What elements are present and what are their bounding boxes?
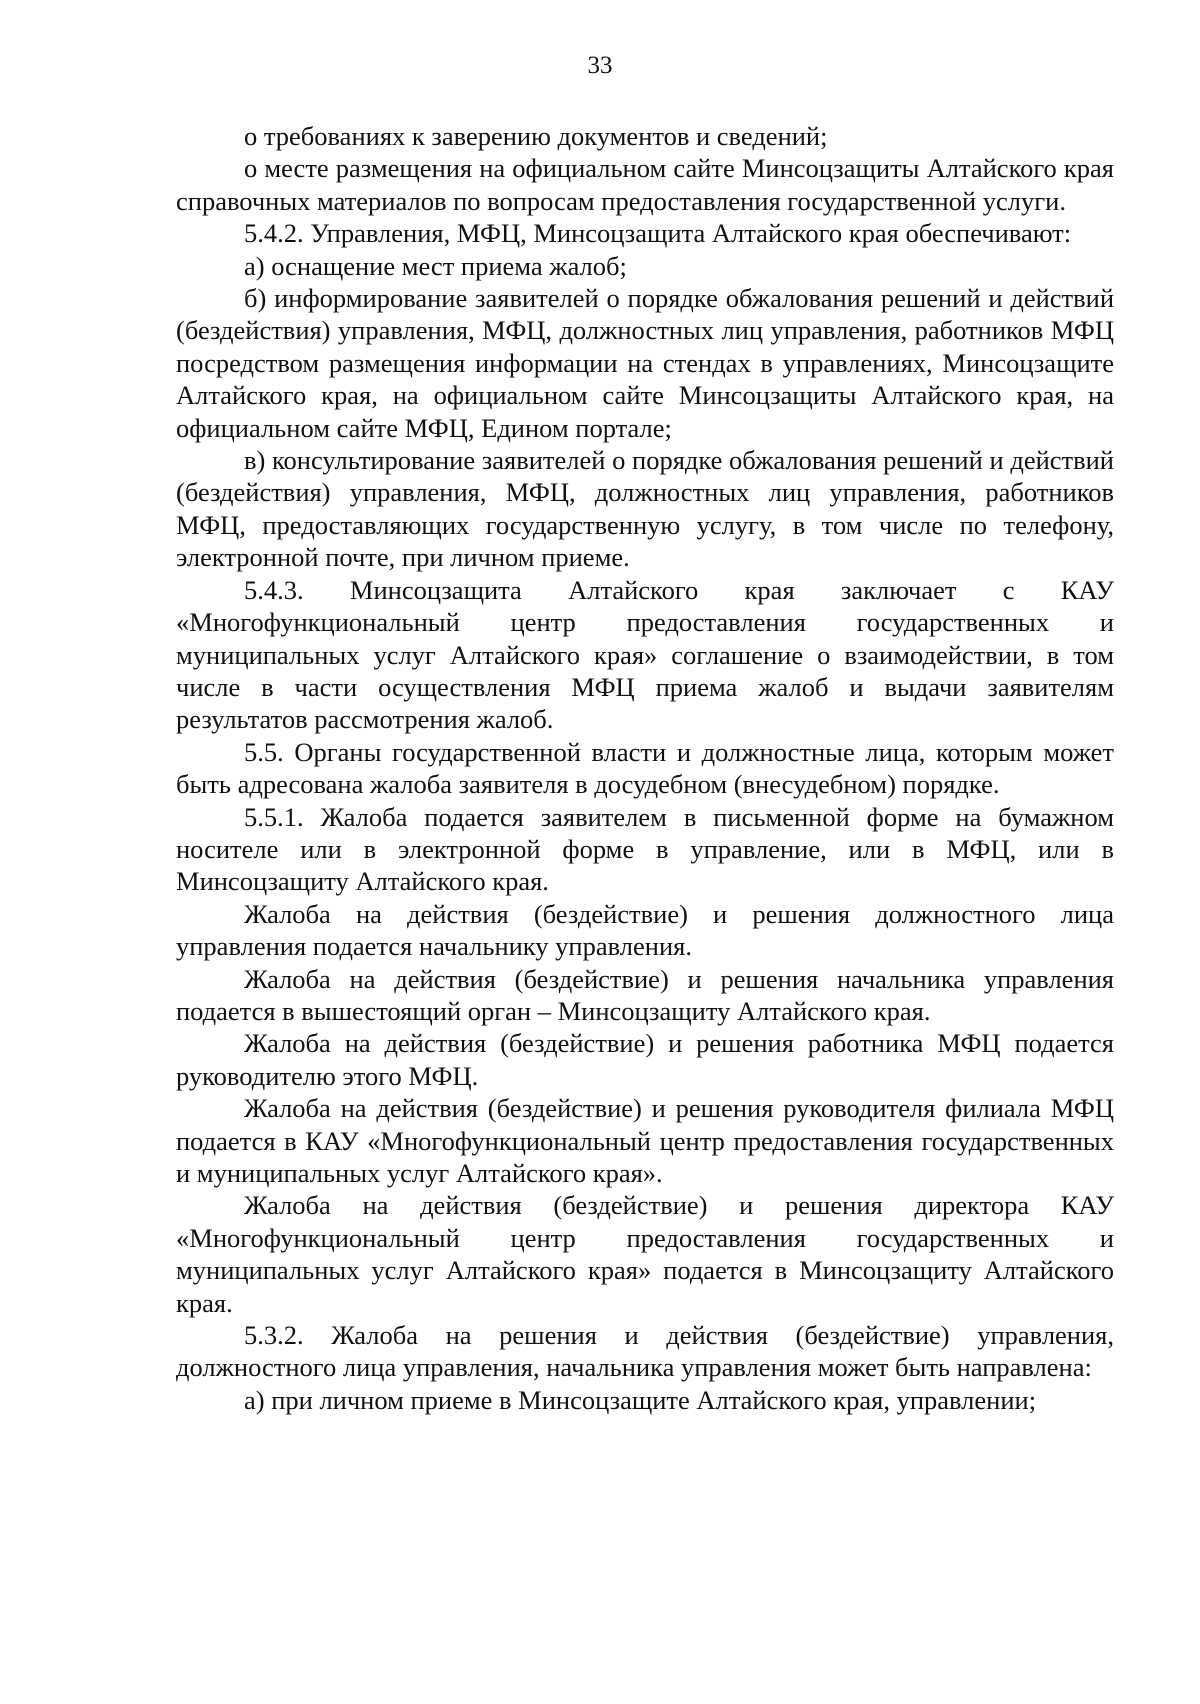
paragraph: о требованиях к заверению документов и сведений; [244, 121, 828, 151]
paragraph: о месте размещения на официальном сайте Минсоцзащиты Алтайского края справочных материалов по вопросам предоставления государственной услуги. [176, 153, 1114, 216]
paragraph: в) консультирование заявителей о порядке обжалования решений и действий (бездействия) управления, МФЦ, должностных лиц управления, работников МФЦ, предоставляющих государственную услугу, в том числе по телефону, электронной почте, при личном приеме. [176, 445, 1114, 573]
paragraph: Жалоба на действия (бездействие) и решения директора КАУ «Многофункциональный центр предоставления государственных и муниципальных услуг Алтайского края» подается в Минсоцзащиту Алтайского края. [176, 1190, 1114, 1318]
paragraph: 5.4.3. Минсоцзащита Алтайского края заключает с КАУ «Многофункциональный центр предоставления государственных и муниципальных услуг Алтайского края» соглашение о взаимодействии, в том числе в части осуществления МФЦ приема жалоб и выдачи заявителям результатов рассмотрения жалоб. [176, 574, 1114, 735]
document-body [176, 120, 1114, 1416]
paragraph: 5.4.2. Управления, МФЦ, Минсоцзащита Алтайского края обеспечивают: [244, 218, 1072, 249]
paragraph: 5.5.1. Жалоба подается заявителем в письменной форме на бумажном носителе или в электронной форме в управление, или в МФЦ, или в Минсоцзащиту Алтайского края. [176, 801, 1114, 897]
paragraph: а) при личном приеме в Минсоцзащите Алтайского края, управлении; [244, 1384, 1037, 1415]
paragraph: б) информирование заявителей о порядке обжалования решений и действий (бездействия) управления, МФЦ, должностных лиц управления, работников МФЦ посредством размещения информации на стендах в управлениях, Минсоцзащите Алтайского края, на официальном сайте Минсоцзащиты Алтайского края, на официальном сайте МФЦ, Едином портале; [176, 283, 1114, 443]
paragraph: Жалоба на действия (бездействие) и решения руководителя филиала МФЦ подается в КАУ «Многофункциональный центр предоставления государственных и муниципальных услуг Алтайского края». [176, 1093, 1114, 1188]
page-number: 33 [587, 52, 613, 79]
paragraph: Жалоба на действия (бездействие) и решения должностного лица управления подается начальнику управления. [176, 898, 1114, 962]
paragraph: 5.3.2. Жалоба на решения и действия (бездействие) управления, должностного лица управления, начальника управления может быть направлена: [176, 1320, 1114, 1383]
paragraph: а) оснащение мест приема жалоб; [244, 250, 627, 281]
paragraph: Жалоба на действия (бездействие) и решения начальника управления подается в вышестоящий орган – Минсоцзащиту Алтайского края. [176, 963, 1114, 1026]
paragraph: 5.5. Органы государственной власти и должностные лица, которым может быть адресована жалоба заявителя в досудебном (внесудебном) порядке. [176, 736, 1114, 800]
paragraph: Жалоба на действия (бездействие) и решения работника МФЦ подается руководителю этого МФЦ. [176, 1028, 1114, 1091]
